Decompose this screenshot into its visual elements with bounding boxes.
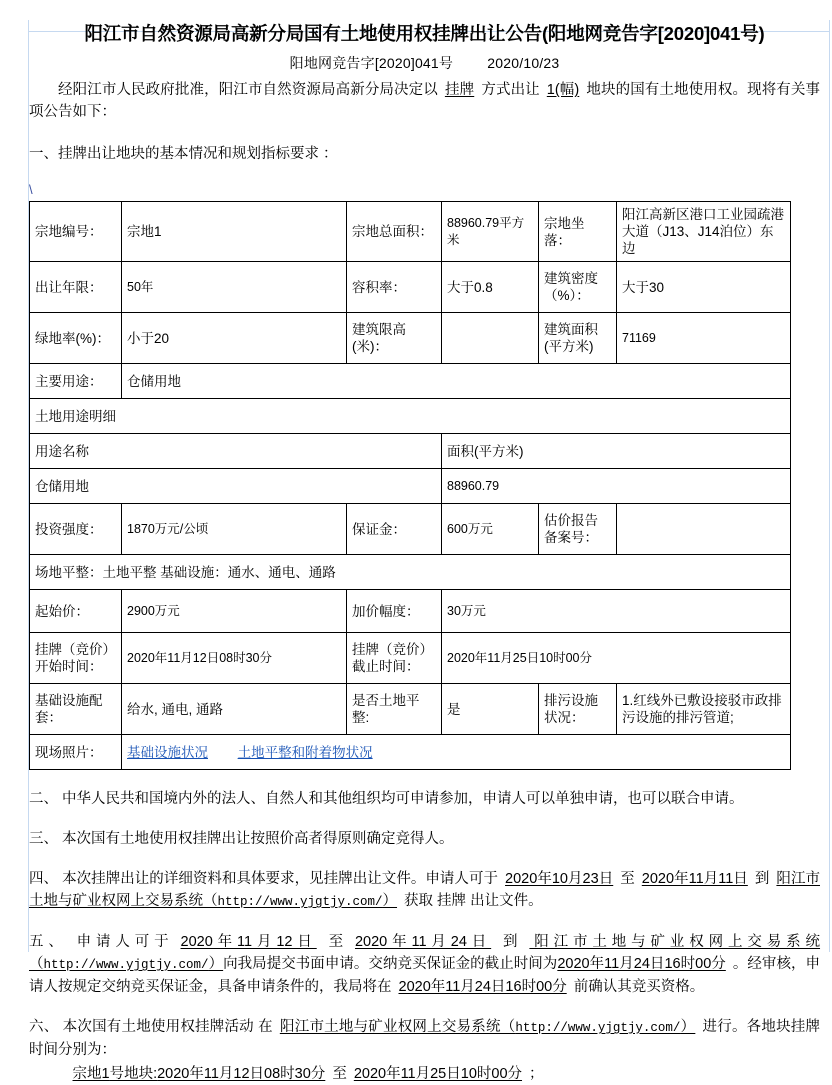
cell-location-value: 阳江高新区港口工业园疏港大道（J13、J14泊位）东边: [617, 202, 791, 262]
section-5-date-from: 2020年11月12日: [180, 934, 317, 950]
cell-use-area-header: 面积(平方米): [442, 434, 791, 469]
document-body: [0, 20, 832, 1085]
cell-investment-label: 投资强度：: [30, 504, 122, 555]
cell-location-label: 宗地坐落：: [539, 202, 617, 262]
stray-mark: \: [29, 182, 33, 197]
cell-green-ratio-label: 绿地率(%)：: [30, 313, 122, 364]
table-row: [30, 504, 791, 555]
cell-term-value: 50年: [122, 262, 347, 313]
cell-green-ratio-value: 小于20: [122, 313, 347, 364]
page-title: 阳江市自然资源局高新分局国有土地使用权挂牌出让公告(阳地网竞告字[2020]041号): [84, 23, 765, 44]
cell-use-name-value: 仓储用地: [30, 469, 442, 504]
cell-site-conditions: 场地平整：土地平整 基础设施：通水、通电、通路: [30, 555, 791, 590]
cell-building-density-value: 大于30: [617, 262, 791, 313]
cell-building-density-label: 建筑密度（%）：: [539, 262, 617, 313]
lead-mode: 挂牌: [444, 82, 475, 98]
cell-height-limit-value: [442, 313, 539, 364]
cell-increment-value: 30万元: [442, 590, 791, 633]
section-5-system-url[interactable]: http://www.yjgtjy.com/: [43, 958, 209, 972]
lead-count: 1(幅): [546, 82, 580, 98]
section-4-system-url[interactable]: http://www.yjgtjy.com/: [217, 895, 383, 909]
section-5-part2: 到: [498, 934, 523, 950]
cell-appraisal-value: [617, 504, 791, 555]
section-6-system-url[interactable]: http://www.yjgtjy.com/: [515, 1021, 681, 1035]
link-infrastructure-status[interactable]: 基础设施状况: [127, 744, 208, 760]
cell-term-label: 出让年限：: [30, 262, 122, 313]
cell-leveled-label: 是否土地平整:: [347, 684, 442, 735]
section-6-paragraph: [29, 1016, 820, 1061]
cell-total-area-value: 88960.79平方米: [442, 202, 539, 262]
section-5-part5: 前确认其竞买资格。: [573, 979, 705, 995]
section-4-date-to: 2020年11月11日: [641, 871, 748, 887]
section-5-to: 至: [323, 934, 348, 950]
cell-plot-ratio-label: 容积率：: [347, 262, 442, 313]
table-row: [30, 469, 791, 504]
cell-sewage-value: 1.红线外已敷设接驳市政排污设施的排污管道;: [617, 684, 791, 735]
parcel-start-time: 2020年11月12日08时30分: [157, 1066, 326, 1082]
cell-leveled-value: 是: [442, 684, 539, 735]
cell-start-price-value: 2900万元: [122, 590, 347, 633]
cell-parcel-number-label: 宗地编号：: [30, 202, 122, 262]
section-4-paragraph: [29, 868, 820, 913]
cell-infrastructure-label: 基础设施配套：: [30, 684, 122, 735]
cell-photos-links: [122, 735, 791, 770]
lead-part2: 方式出让: [481, 82, 540, 98]
section-2-paragraph: 二、 中华人民共和国境内外的法人、自然人和其他组织均可申请参加，申请人可以单独申请，也可以联合申请。: [29, 791, 744, 807]
doc-date: 2020/10/23: [487, 55, 560, 71]
section-6-part1: 六、 本次国有土地使用权挂牌活动 在: [29, 1019, 273, 1035]
section-4-to: 至: [620, 871, 635, 887]
cell-listing-start-label: 挂牌（竞价）开始时间：: [30, 633, 122, 684]
parcel-end-time: 2020年11月25日10时00分: [353, 1066, 523, 1082]
table-row: [30, 434, 791, 469]
cell-main-use-value: 仓储用地: [122, 364, 791, 399]
section-4-system-name: 阳江市土地与矿业权网上交易系统（: [29, 871, 820, 909]
table-row: [30, 684, 791, 735]
cell-start-price-label: 起始价：: [30, 590, 122, 633]
section-5-date-to: 2020年11月24日: [354, 934, 492, 950]
cell-deposit-label: 保证金：: [347, 504, 442, 555]
section-5-system-close: ）: [208, 956, 224, 972]
cell-floor-area-label: 建筑面积(平方米): [539, 313, 617, 364]
section-4-date-from: 2020年10月23日: [505, 871, 614, 887]
table-row: [30, 399, 791, 434]
section-5-deadline-2: 2020年11月24日16时00分: [398, 979, 567, 995]
section-5-paragraph: [29, 931, 820, 998]
cell-height-limit-label: 建筑限高(米)：: [347, 313, 442, 364]
cell-use-area-value: 88960.79: [442, 469, 791, 504]
table-row: [30, 364, 791, 399]
section-3-paragraph: 三、 本次国有土地使用权挂牌出让按照价高者得原则确定竞得人。: [29, 831, 454, 847]
cell-plot-ratio-value: 大于0.8: [442, 262, 539, 313]
parcel-to: 至: [332, 1066, 347, 1082]
lead-paragraph: [29, 79, 820, 123]
table-row: [30, 262, 791, 313]
cell-parcel-number-value: 宗地1: [122, 202, 347, 262]
land-parcel-table: [29, 201, 791, 770]
cell-floor-area-value: 71169: [617, 313, 791, 364]
cell-listing-end-label: 挂牌（竞价）截止时间：: [347, 633, 442, 684]
doc-number: 阳地网竞告字[2020]041号: [289, 55, 454, 71]
section-5-part1: 五、 申请人可于: [29, 934, 174, 950]
section-6-part2: 进行。各地块挂牌时间分别为：: [29, 1019, 821, 1058]
section-5-system-name: 阳江市土地与矿业权网上交易系统（: [29, 934, 821, 972]
section-6-parcel-line: [29, 1063, 820, 1085]
doc-number-line: [29, 53, 820, 73]
section-5-part3: 向我局提交书面申请。交纳竞买保证金的截止时间为: [223, 956, 558, 972]
section-1-heading: 一、挂牌出让地块的基本情况和规划指标要求 ：: [29, 146, 338, 162]
table-row: [30, 202, 791, 262]
parcel-end-punct: ；: [529, 1066, 544, 1082]
cell-listing-start-value: 2020年11月12日08时30分: [122, 633, 347, 684]
section-4-system-close: ）: [382, 893, 398, 909]
lead-part3: 地块的国有土地使用权。现将有关事项公告如下：: [29, 82, 821, 120]
cell-total-area-label: 宗地总面积：: [347, 202, 442, 262]
cell-listing-end-value: 2020年11月25日10时00分: [442, 633, 791, 684]
cell-appraisal-label: 估价报告备案号：: [539, 504, 617, 555]
parcel-label: 宗地1: [72, 1066, 110, 1082]
lead-part1: 经阳江市人民政府批准，阳江市自然资源局高新分局决定以: [58, 82, 438, 98]
section-6-system-name: 阳江市土地与矿业权网上交易系统（: [279, 1019, 516, 1035]
cell-investment-value: 1870万元/公顷: [122, 504, 347, 555]
table-row: [30, 633, 791, 684]
section-5-deadline-1: 2020年11月24日16时00分: [557, 956, 726, 972]
table-row: [30, 590, 791, 633]
section-4-part3: 获取 挂牌 出让文件。: [404, 893, 543, 909]
cell-main-use-label: 主要用途：: [30, 364, 122, 399]
cell-sewage-label: 排污设施状况：: [539, 684, 617, 735]
section-4-part2: 到: [754, 871, 770, 887]
table-row: [30, 555, 791, 590]
cell-photos-label: 现场照片：: [30, 735, 122, 770]
section-4-part1: 四、 本次挂牌出让的详细资料和具体要求，见挂牌出让文件。申请人可于: [29, 871, 499, 887]
section-5-part4: 。经审核，申请人按规定交纳竞买保证金，具备申请条件的，我局将在: [29, 956, 821, 995]
cell-infrastructure-value: 给水, 通电, 通路: [122, 684, 347, 735]
cell-use-name-header: 用途名称: [30, 434, 442, 469]
cell-increment-label: 加价幅度：: [347, 590, 442, 633]
section-6-system-close: ）: [680, 1019, 696, 1035]
parcel-text: 号地块:: [109, 1066, 158, 1082]
cell-deposit-value: 600万元: [442, 504, 539, 555]
table-row: [30, 313, 791, 364]
cell-use-detail-heading: 土地用途明细: [30, 399, 791, 434]
link-land-leveling-status[interactable]: 土地平整和附着物状况: [237, 744, 373, 760]
table-row: [30, 735, 791, 770]
